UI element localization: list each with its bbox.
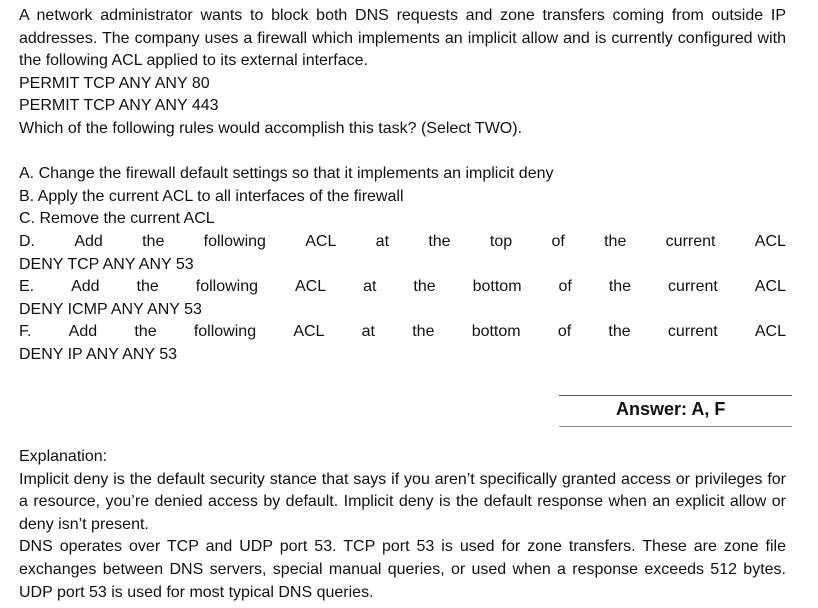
option-f-rule: DENY IP ANY ANY 53 — [19, 345, 178, 363]
option-e-word: ACL — [294, 278, 327, 296]
option-e-word: of — [558, 278, 572, 296]
answer-box — [559, 395, 792, 427]
option-f-word: at — [361, 323, 375, 341]
option-f-word: current — [667, 323, 718, 341]
option-f-word: ACL — [754, 323, 786, 341]
option-f-word: the — [608, 323, 631, 341]
option-d-word: D. — [19, 232, 35, 250]
option-e-word: the — [413, 278, 436, 296]
option-e-word: at — [363, 278, 377, 296]
option-d-word: the — [604, 232, 627, 250]
option-e-word: current — [668, 278, 718, 296]
explanation-section — [19, 446, 786, 604]
blank-line — [19, 141, 786, 164]
explanation-paragraph-1: Implicit deny is the default security stance that says if you aren’t specifically granted access or privileges for a resource, you’re denied access by default. Implicit deny is the default response when an explicit allow or deny isn’t present. — [19, 470, 786, 533]
option-e-word: ACL — [754, 278, 786, 296]
option-d-word: the — [142, 232, 165, 250]
explanation-paragraph-2: DNS operates over TCP and UDP port 53. TCP port 53 is used for zone transfers. These are zone file exchanges between DNS servers, special manual queries, or used when a response exceeds 512 bytes. UDP port 53 is used for most typical DNS queries. — [19, 538, 786, 601]
option-d-word: ACL — [754, 232, 786, 250]
option-f-word: the — [412, 323, 435, 341]
option-d-word: following — [203, 232, 266, 250]
option-e-word: the — [608, 278, 632, 296]
option-f-word: Add — [68, 323, 98, 341]
acl-line-1: PERMIT TCP ANY ANY 80 — [19, 74, 210, 92]
question-stem: A network administrator wants to block both DNS requests and zone transfers coming from outside IP addresses. The company uses a firewall which implements an implicit allow and is currently configured with the following ACL applied to its external interface. — [19, 7, 786, 70]
option-d-word: Add — [74, 232, 103, 250]
option-e-word: the — [136, 278, 159, 296]
option-d — [19, 231, 786, 254]
option-e-word: Add — [71, 278, 100, 296]
option-d-word: current — [665, 232, 716, 250]
option-d-word: top — [489, 232, 513, 250]
option-d-rule: DENY TCP ANY ANY 53 — [19, 255, 194, 273]
option-d-word: of — [551, 232, 565, 250]
option-d-word: at — [375, 232, 390, 250]
option-c: C. Remove the current ACL — [19, 210, 215, 228]
option-f-word: the — [134, 323, 157, 341]
option-d-word: the — [428, 232, 451, 250]
acl-line-2: PERMIT TCP ANY ANY 443 — [19, 97, 219, 115]
option-f-word: F. — [19, 323, 32, 341]
answer-label: Answer: A, F — [616, 399, 726, 419]
option-f-word: ACL — [293, 323, 325, 341]
option-f — [19, 321, 786, 344]
question-prompt: Which of the following rules would accomplish this task? (Select TWO). — [19, 119, 523, 137]
option-f-word: bottom — [471, 323, 521, 341]
option-a: A. Change the firewall default settings so that it implements an implicit deny — [19, 165, 554, 183]
option-e-word: following — [195, 278, 259, 296]
option-f-word: following — [193, 323, 257, 341]
option-e-word: bottom — [472, 278, 522, 296]
option-e-word: E. — [19, 278, 35, 296]
explanation-heading: Explanation: — [19, 448, 108, 465]
option-e-rule: DENY ICMP ANY ANY 53 — [19, 300, 202, 318]
option-f-word: of — [557, 323, 572, 341]
option-b: B. Apply the current ACL to all interfaces of the firewall — [19, 187, 404, 205]
option-d-word: ACL — [305, 232, 337, 250]
option-e — [19, 276, 786, 299]
